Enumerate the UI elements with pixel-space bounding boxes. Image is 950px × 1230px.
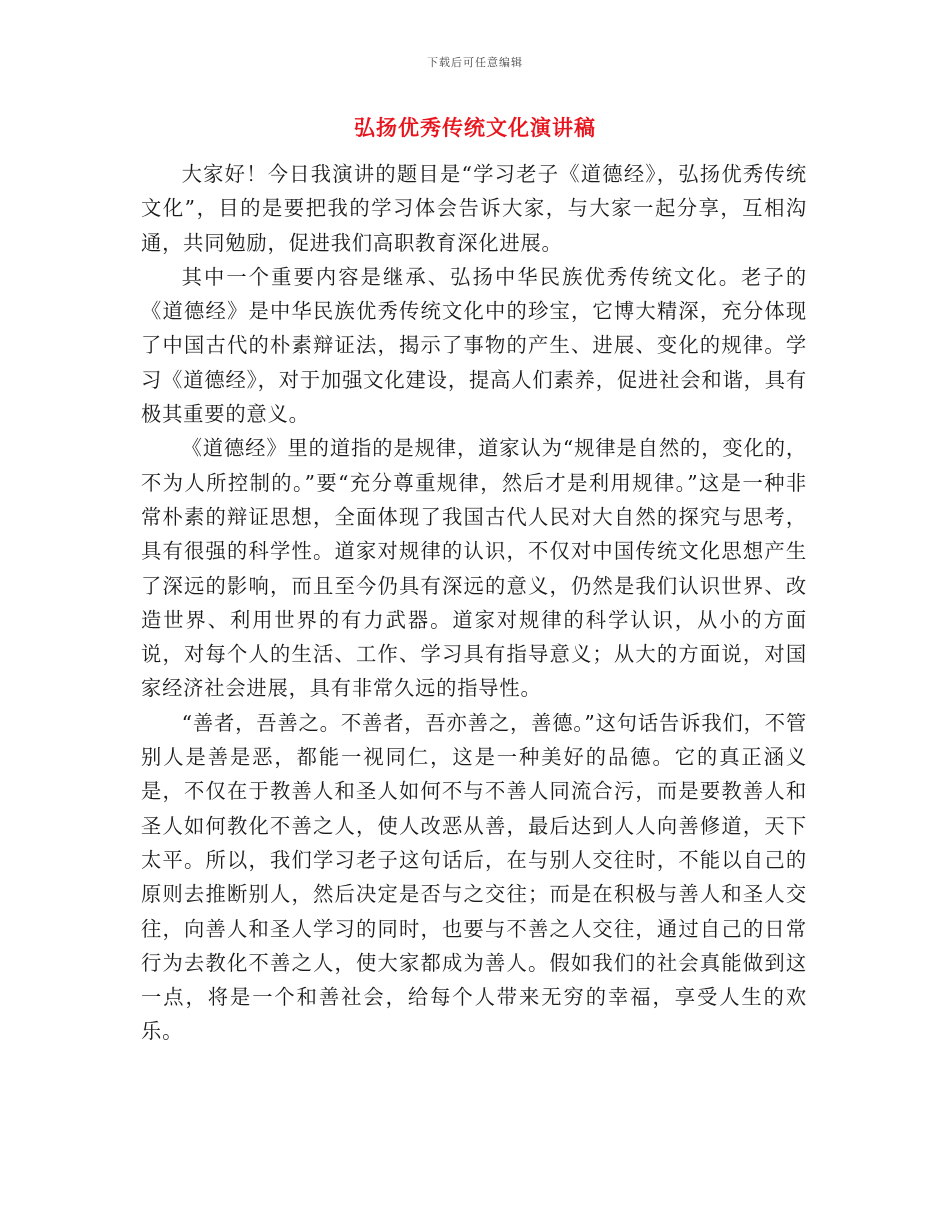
paragraph: “善者，吾善之。不善者，吾亦善之，善德。”这句话告诉我们，不管别人是善是恶，都能一视同仁，这是一种美好的品德。它的真正涵义是，不仅在于教善人和圣人如何不与不善人同流合污，而是要教善人和圣人如何教化不善之人，使人改恶从善，最后达到人人向善修道，天下太平。所以，我们学习老子这句话后，在与别人交往时，不能以自己的原则去推断别人，然后决定是否与之交往；而是在积极与善人和圣人交往，向善人和圣人学习的同时，也要与不善之人交往，通过自己的日常行为去教化不善之人，使大家都成为善人。假如我们的社会真能做到这一点，将是一个和善社会，给每个人带来无穷的幸福，享受人生的欢乐。	[141, 710, 807, 1044]
document-body	[141, 157, 807, 1049]
paragraph: 《道德经》里的道指的是规律，道家认为“规律是自然的，变化的，不为人所控制的。”要“充分尊重规律，然后才是利用规律。”这是一种非常朴素的辩证思想，全面体现了我国古代人民对大自然的探究与思考，具有很强的科学性。道家对规律的认识，不仅对中国传统文化思想产生了深远的影响，而且至今仍具有深远的意义，仍然是我们认识世界、改造世界、利用世界的有力武器。道家对规律的科学认识，从小的方面说，对每个人的生活、工作、学习具有指导意义；从大的方面说，对国家经济社会进展，具有非常久远的指导性。	[141, 436, 807, 701]
paragraph: 其中一个重要内容是继承、弘扬中华民族优秀传统文化。老子的《道德经》是中华民族优秀传统文化中的珍宝，它博大精深，充分体现了中国古代的朴素辩证法，揭示了事物的产生、进展、变化的规律。学习《道德经》，对于加强文化建设，提高人们素养，促进社会和谐，具有极其重要的意义。	[141, 264, 807, 427]
header-note: 下载后可任意编辑	[427, 56, 523, 69]
paragraph: 大家好！今日我演讲的题目是“学习老子《道德经》，弘扬优秀传统文化”，目的是要把我的学习体会告诉大家，与大家一起分享，互相沟通，共同勉励，促进我们高职教育深化进展。	[141, 162, 807, 255]
document-title: 弘扬优秀传统文化演讲稿	[354, 115, 596, 140]
